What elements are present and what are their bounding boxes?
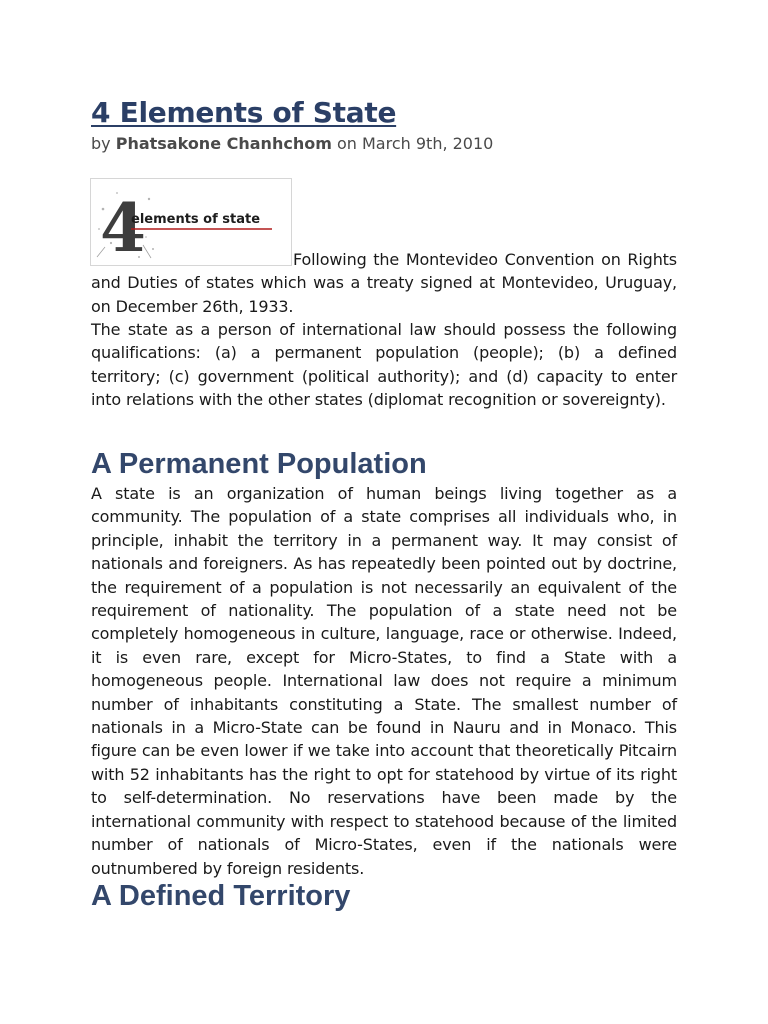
- logo-numeral: 4: [100, 189, 146, 265]
- byline-on: on: [336, 134, 357, 153]
- article-title[interactable]: 4 Elements of State: [91, 96, 397, 129]
- intro-paragraph-1: Following the Montevideo Convention on Rights and Duties of states which was a treaty signed at Montevideo, Uruguay, on December 26th, 1933.: [91, 250, 677, 316]
- section-heading-permanent-population: A Permanent Population: [91, 448, 427, 480]
- byline-prefix: by: [91, 134, 111, 153]
- logo-wordmark: elements of state: [131, 212, 261, 227]
- section-paragraph-permanent-population: A state is an organization of human beings living together as a community. The population of a state comprises all individuals who, in principle, inhabit the territory in a permanent way. It may consist of nationals and foreigners. As has repeatedly been pointed out by doctrine, the requirement of a population is not necessarily an equivalent of the requirement of nationality. The population of a state need not be completely homogeneous in culture, language, race or otherwise. Indeed, it is even rare, except for Micro-States, to find a State with a homogeneous people. International law does not require a minimum number of inhabitants constituting a State. The smallest number of nationals in a Micro-State can be found in Nauru and in Monaco. This figure can be even lower if we take into account that theoretically Pitcairn with 52 inhabitants has the right to opt for statehood by virtue of its right to self-determination. No reservations have been made by the international community with respect to statehood because of the limited number of nationals of Micro-States, even if the nationals were outnumbered by foreign residents.: [91, 484, 677, 878]
- byline: [91, 134, 493, 153]
- publish-date: March 9th, 2010: [362, 134, 494, 153]
- section-heading-defined-territory: A Defined Territory: [91, 880, 351, 912]
- author-name: Phatsakone Chanhchom: [115, 134, 332, 153]
- intro-paragraph-2: The state as a person of international law should possess the following qualifications: (a) a permanent population (people); (b) a defined territory; (c) government (political authority); and (d) capacity to enter into relations with the other states (diplomat recognition or sovereignty).: [91, 320, 677, 410]
